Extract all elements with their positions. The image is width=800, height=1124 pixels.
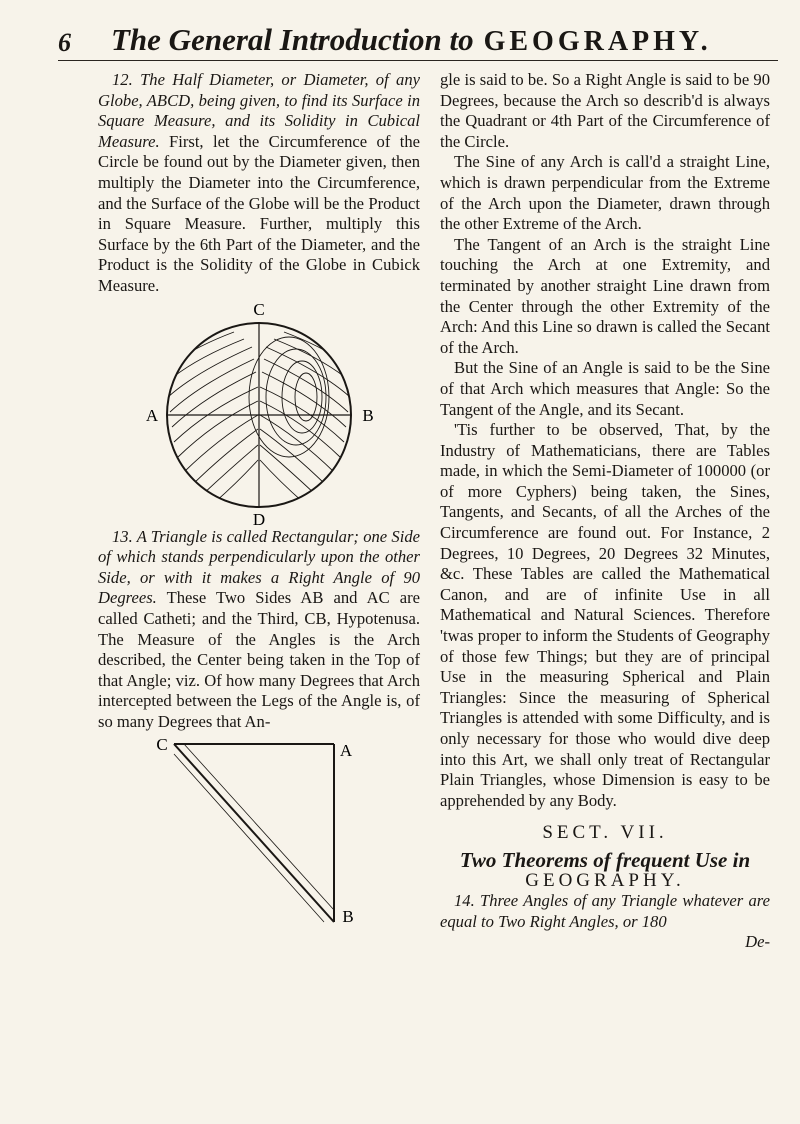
left-column: [98, 70, 420, 937]
section-12: [98, 70, 420, 297]
right-paragraph-tangent: The Tangent of an Arch is the straight Line touching the Arch at one Extremity, and terminated by another straight Line drawn from the Center through the other Extremity of the Arch: And this Line so drawn is called the Secant of the Arch.: [440, 234, 770, 357]
globe-diagram: [134, 297, 384, 527]
triangle-label-a: A: [339, 741, 353, 761]
triangle-label-b: B: [342, 907, 354, 927]
section-12-heading: 12. The Half Diameter, or Diameter, of any Globe, ABCD, being given, to find its Surface in Square Measure, and its Solidity in Cubical Measure.: [98, 70, 420, 151]
right-paragraph-tables: 'Tis further to be observed, That, by the Industry of Mathematicians, there are Tables made, in which the Semi-Diameter of 100000 (or of more Cyphers) being taken, the Sines, Tangents, and Secants, of all the Arches of the Circumference are found out. For Instance, 2 Degrees, 10 Degrees, 20 Degrees 32 Minutes, &c. These Tables are called the Mathematical Canon, and are of infinite Use in all Mathematical and Natural Sciences. Therefore 'twas proper to inform the Students of Geography of those few Things; but they are of principal Use in the measuring Spherical and Plain Triangles: Since the measuring of Spherical Triangles is attended with some Difficulty, and is only necessary for those who would dive deep into this Art, we shall only treat of Rectangular Plain Triangles, whose Dimension is easy to be apprehended by any Body.: [440, 420, 770, 810]
running-title-geography: GEOGRAPHY.: [483, 26, 712, 57]
section-title: Two Theorems of frequent Use in: [459, 847, 751, 872]
page-number: 6: [58, 28, 71, 57]
globe-label-left: A: [145, 405, 159, 425]
right-paragraph-sine-angle: But the Sine of an Angle is said to be the Sine of that Arch which measures that Angle: So the Tangent of the Angle, and its Secant.: [440, 358, 770, 419]
right-paragraph-continuation: gle is said to be. So a Right Angle is said to be 90 Degrees, because the Arch so describ'd is always the Quadrant or 4th Part of the Circumference of the Circle.: [440, 70, 770, 151]
triangle-label-c: C: [156, 735, 168, 755]
triangle-diagram: [134, 732, 384, 937]
running-title: The General Introduction to: [111, 22, 474, 57]
right-column: [440, 70, 770, 953]
right-paragraph-sine: The Sine of any Arch is call'd a straight Line, which is drawn perpendicular from the Extreme of the Arch upon the Diameter, drawn through the other Extreme of the Arch.: [440, 152, 770, 234]
globe-label-right: B: [362, 405, 374, 425]
section-title-geography: GEOGRAPHY.: [525, 869, 685, 891]
section-13-body: These Two Sides AB and AC are called Catheti; and the Third, CB, Hypotenusa. The Measure of the Angles is the Arch described, the Center being taken in the Top of that Angle; viz. Of how many Degrees that Arch intercepted between the Legs of the Angle is, of so many Degrees that An-: [98, 588, 420, 731]
section-12-body: First, let the Circumference of the Circle be found out by the Diameter given, then multiply the Diameter into the Circumference, and the Surface of the Globe will be the Product in Square Measure. Further, multiply this Surface by the 6th Part of the Diameter, and the Product is the Solidity of the Globe in Cubick Measure.: [98, 131, 421, 295]
section-heading: SECT. VII.: [542, 822, 668, 844]
catchword: De-: [745, 932, 770, 952]
section-13: [98, 527, 420, 733]
section-14-heading: 14. Three Angles of any Triangle whatever are equal to Two Right Angles, or 180: [440, 891, 770, 931]
globe-label-top: C: [253, 299, 265, 319]
section-13-heading: 13. A Triangle is called Rectangular; one Side of which stands perpendicularly upon the other Side, or with it makes a Right Angle of 90 Degrees.: [98, 526, 420, 608]
globe-label-bottom: D: [252, 509, 266, 527]
running-header: [58, 14, 778, 61]
